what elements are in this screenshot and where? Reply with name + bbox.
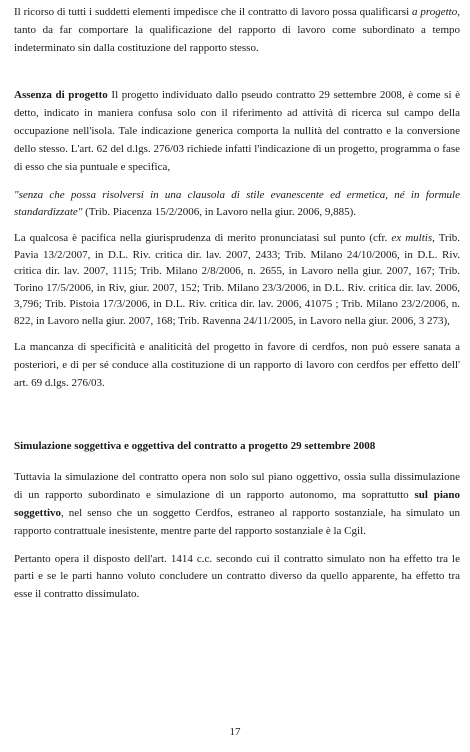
paragraph-mancanza: La mancanza di specificità e analiticità del progetto in favore di cerdfos, non può essere sanata a posteriori, e di per sé conduce alla costituzione di un rapporto di lavoro con cerdfos per effetto dell' art. 69 d.lgs. 276/03.: [14, 341, 460, 389]
paragraph-giurisprudenza-text-c: , Trib. Pavia 13/2/2007, in D.L. Riv. critica dir. lav. 2007, 2433; Trib. Milano 24/10/2006, in D.L. Riv. critica dir. lav. 2007, 1115; Trib. Milano 2/8/2006, n. 2655, in Lavoro nella giur. 2007, 167; Trib. Torino 17/5/2006, in Riv, giur. 2007, 152; Trib. Milano 23/3/2006, in D.L. Riv. critica dir. lav. 2006, 3,796; Trib. Pistoia 17/3/2006, in D.L. Riv. critica dir. lav. 2006, 41075 ; Trib. Milano 23/2/2006, n. 822, in Lavoro nella giur. 2007, 168; Trib. Ravenna 24/11/2005, in Lavoro nella giur. 2006, 3 273),: [14, 232, 460, 327]
paragraph-quote: [14, 187, 460, 223]
paragraph-intro-italic: a progetto: [412, 6, 458, 18]
paragraph-simulazione-text-c: , nel senso che un soggetto Cerdfos, estraneo al rapporto sostanziale, ha simulato un rapporto contrattuale inesistente, mentre parte del rapporto sostanziale è la Cgil.: [14, 507, 460, 537]
paragraph-assenza-progetto-text: Il progetto individuato dallo pseudo contratto 29 settembre 2008, è come si è detto, indicato in maniera confusa solo con il riferimento ad attività di ricerca sul campo della occupazione nell'isola. Tale indicazione generica comporta la nullità del contratto e la conversione dello stesso. L'art. 62 del d.lgs. 276/03 richiede infatti l'indicazione di un progetto, programma o fase di esso che sia puntuale e specifica,: [14, 89, 460, 173]
paragraph-intro-text-c: , tanto da far comportare la qualificazione del rapporto di lavoro come subordinato a tempo indeterminato sin dalla costituzione del rapporto stesso.: [14, 6, 460, 54]
paragraph-simulazione-text-a: Tuttavia la simulazione del contratto opera non solo sul piano oggettivo, ossia sulla dissimulazione di un rapporto subordinato e simulazione di un rapporto autonomo, ma soprattutto: [14, 471, 460, 502]
paragraph-pertanto: Pertanto opera il disposto dell'art. 1414 c.c. secondo cui il contratto simulato non ha effetto tra le parti e se le parti hanno voluto concludere un contratto diverso da quello apparente, ha effetto tra esse il contratto dissimulato.: [14, 552, 460, 601]
paragraph-simulazione-bold: sul piano soggettivo: [14, 489, 460, 519]
paragraph-simulazione: [14, 469, 460, 540]
paragraph-giurisprudenza-italic: ex multis: [391, 232, 433, 245]
paragraph-intro: [14, 4, 460, 57]
paragraph-giurisprudenza: [14, 230, 460, 329]
document-page: [14, 4, 460, 604]
page-number: 17: [229, 726, 241, 738]
paragraph-quote-citation: (Trib. Piacenza 15/2/2006, in Lavoro nella giur. 2006, 9,885).: [82, 206, 357, 219]
paragraph-assenza-progetto: [14, 87, 460, 176]
paragraph-intro-text-a: Il ricorso di tutti i suddetti elementi impedisce che il contratto di lavoro possa qualificarsi: [14, 6, 412, 18]
paragraph-quote-italic: "senza che possa risolversi in una clausola di stile evanescente ed ermetica, né in formule standardizzate": [14, 188, 460, 219]
paragraph-giurisprudenza-text-a: La qualcosa è pacifica nella giurisprudenza di merito pronunciatasi sul punto (cfr.: [14, 232, 392, 245]
section-heading-simulazione: Simulazione soggettiva e oggettiva del contratto a progetto 29 settembre 2008: [14, 439, 376, 452]
paragraph-assenza-progetto-heading: Assenza di progetto: [14, 89, 108, 102]
